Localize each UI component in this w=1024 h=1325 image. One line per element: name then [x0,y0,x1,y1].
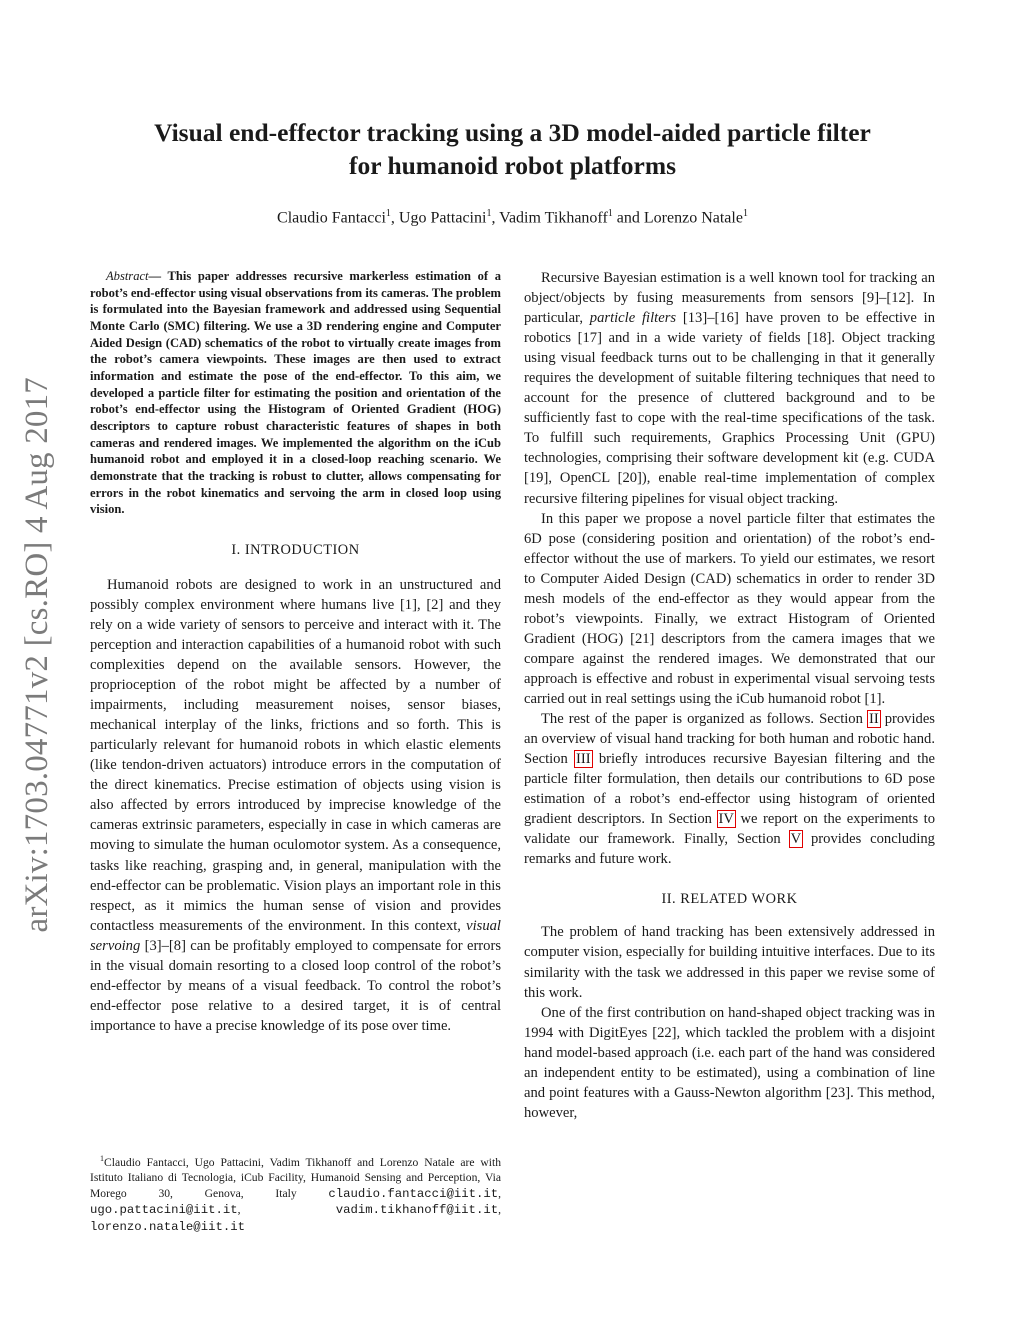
author-email[interactable]: claudio.fantacci@iit.it [328,1186,499,1201]
email-separator: , [498,1203,501,1217]
abstract [90,268,501,518]
author-name: Vadim Tikhanoff [499,209,608,227]
section-link-iii[interactable]: III [576,751,591,768]
author-affiliation-mark: 1 [607,208,613,219]
section-link-iv[interactable]: IV [718,811,734,828]
related-paragraph-1: The problem of hand tracking has been extensively addressed in computer vision, especially for building intuitive interfaces. Due to its similarity with the task we addressed in this paper we revise some of this work. [524,924,935,1001]
author-separator: and [612,209,644,227]
author-email[interactable]: lorenzo.natale@iit.it [90,1219,245,1234]
author-list [90,208,935,227]
section-link-ii[interactable]: II [868,711,879,728]
author-name: Claudio Fantacci [277,209,386,227]
intro-text: provides concluding remarks and future work. [524,831,935,868]
section-heading-related-work: II. RELATED WORK [661,891,798,908]
right-column [524,268,935,1123]
author-affiliation-mark: 1 [486,208,492,219]
abstract-text: This paper addresses recursive markerless estimation of a robot’s end-effector using visual observations from its cameras. The problem is formulated into the Bayesian framework and addressed using Sequential Monte Carlo (SMC) filtering. We use a 3D rendering engine and Computer Aided Design (CAD) schematics of the robot to virtually create images from the robot’s camera viewpoints. These images are then used to extract information and estimate the pose of the end-effector. To this aim, we developed a particle filter for estimating the position and orientation of the robot’s end-effector using the Histogram of Oriented Gradient (HOG) descriptors to capture robust characteristic features of shapes in both cameras and rendered images. We implemented the algorithm on the iCub humanoid robot and employed it in a closed-loop reaching scenario. We demonstrate that the tracking is robust to clutter, allows compensating for errors in the robot kinematics and servoing the arm in closed loop using vision. [90,269,501,517]
intro-text: provides an overview of visual hand tracking for both human and robotic hand. Section [524,711,935,768]
intro-text: [13]–[16] have proven to be effective in robotics [17] and in a wide variety of fields [18]. Object tracking using visual feedback turns out to be challenging in that it generally requires the development of suitable filtering techniques that need to account for the presence of cluttered background and to be sufficiently fast to cope with the real-time specifications of the task. To fulfill such requirements, Graphics Processing Unit (GPU) technologies, comprising their software development kit (e.g. CUDA [19], OpenCL [20]), enable real-time implementation of complex recursive filtering pipelines for visual object tracking. [524,310,935,507]
author-separator: , [390,209,399,227]
author-name: Lorenzo Natale [643,209,743,227]
section-link-v[interactable]: V [790,831,802,848]
intro-text: Humanoid robots are designed to work in an unstructured and possibly complex environment where humans live [1], [2] and they rely on a wide variety of sensors to perceive and interact with it. The perception and interaction capabilities of a humanoid robot with such complexities depend on the available sensors. However, the proprioception of the robot might be affected by a number of impairments, including measurement noises, sensor biases, mechanical interplay of the links, frictions and so forth. This is particularly relevant for humanoid robots in which elastic elements (like tendon-driven actuators) introduce errors in the computation of the direct kinematics. Precise estimation of objects using vision is also affected by errors introduced by imprecise knowledge of the cameras extrinsic parameters, especially in case in which cameras are moving to simulate the human oculomotor system. As a consequence, tasks like reaching, grasping and, in general, manipulation with the end-effector can be problematic. Vision plays an important role in this respect, as it mimics the human sense of vision and provides contactless measurements of the environment. In this context, [90,576,501,934]
author-affiliation-mark: 1 [385,208,391,219]
paper-title [90,116,935,182]
intro-paragraph-3: In this paper we propose a novel particle filter that estimates the 6D pose (considering position and orientation) of the robot’s end-effector without the use of markers. To yield our estimates, we resort to Computer Aided Design (CAD) schematics in order to render 3D mesh models of the end-effector as they would appear from the robot’s viewpoints. Finally, we extract Histogram of Oriented Gradient (HOG) [21] descriptors from the camera images that we compare against the rendered images. We demonstrated that our approach is effective and robust in experimental visual servoing tests carried out in real settings using the iCub humanoid robot [1]. [524,510,935,707]
author-email[interactable]: vadim.tikhanoff@iit.it [335,1203,499,1218]
email-separator: , [237,1203,336,1217]
intro-text: [3]–[8] can be profitably employed to compensate for errors in the visual domain resorting to a closed loop control of the robot’s end-effector by means of a visual feedback. To control the robot’s end-effector pose relative to a desired target, it is of central importance to have a precise knowledge of its pose over time. [90,937,501,1034]
author-separator: , [491,209,500,227]
paper-title-line-1: Visual end-effector tracking using a 3D model-aided particle filter [154,118,871,147]
related-paragraph-2: One of the first contribution on hand-shaped object tracking was in 1994 with DigitEyes [22], which tackled the problem with a disjoint hand model-based approach (i.e. each part of the hand was considered an independent entity to be estimated), using a combination of line and point features with a Gauss-Newton algorithm [23]. This method, however, [524,1004,935,1121]
left-column [90,268,501,1036]
footnote-mark: 1 [100,1154,104,1163]
arxiv-identifier-text: arXiv:1703.04771v2 [cs.RO] 4 Aug 2017 [18,377,55,933]
intro-text: we report on the experiments to validate our framework. Finally, Section [524,811,935,848]
footnote-text: Claudio Fantacci, Ugo Pattacini, Vadim Tikhanoff and Lorenzo Natale are with Istituto Italiano di Tecnologia, iCub Facility, Humanoid Sensing and Perception, Via Morego 30, Genova, Italy [90,1155,501,1200]
paper-title-line-2: for humanoid robot platforms [348,151,677,180]
intro-paragraph-2 [524,268,935,509]
intro-paragraph-4 [524,709,935,869]
intro-text: Recursive Bayesian estimation is a well known tool for tracking an object/objects by fusing measurements from sensors [9]–[12]. In particular, [524,270,935,327]
intro-emphasis-particle-filters: particle filters [589,310,677,327]
intro-paragraph-1 [90,575,501,1036]
section-heading-introduction: I. INTRODUCTION [231,541,360,558]
author-email[interactable]: ugo.pattacini@iit.it [90,1203,238,1218]
abstract-label: Abstract [106,269,149,283]
author-name: Ugo Pattacini [398,209,487,227]
intro-emphasis-visual-servoing: visual servoing [90,917,501,954]
affiliation-footnote [90,1151,501,1235]
arxiv-identifier [12,355,62,955]
author-affiliation-mark: 1 [742,208,748,219]
intro-text: briefly introduces recursive Bayesian filtering and the particle filter formulation, then details our contributions to 6D pose estimation of a robot’s end-effector using histogram of oriented gradient descriptors. In Section [524,751,935,828]
abstract-dash: — [148,269,168,283]
email-separator: , [498,1186,502,1200]
intro-text: The rest of the paper is organized as follows. Section [541,711,868,728]
